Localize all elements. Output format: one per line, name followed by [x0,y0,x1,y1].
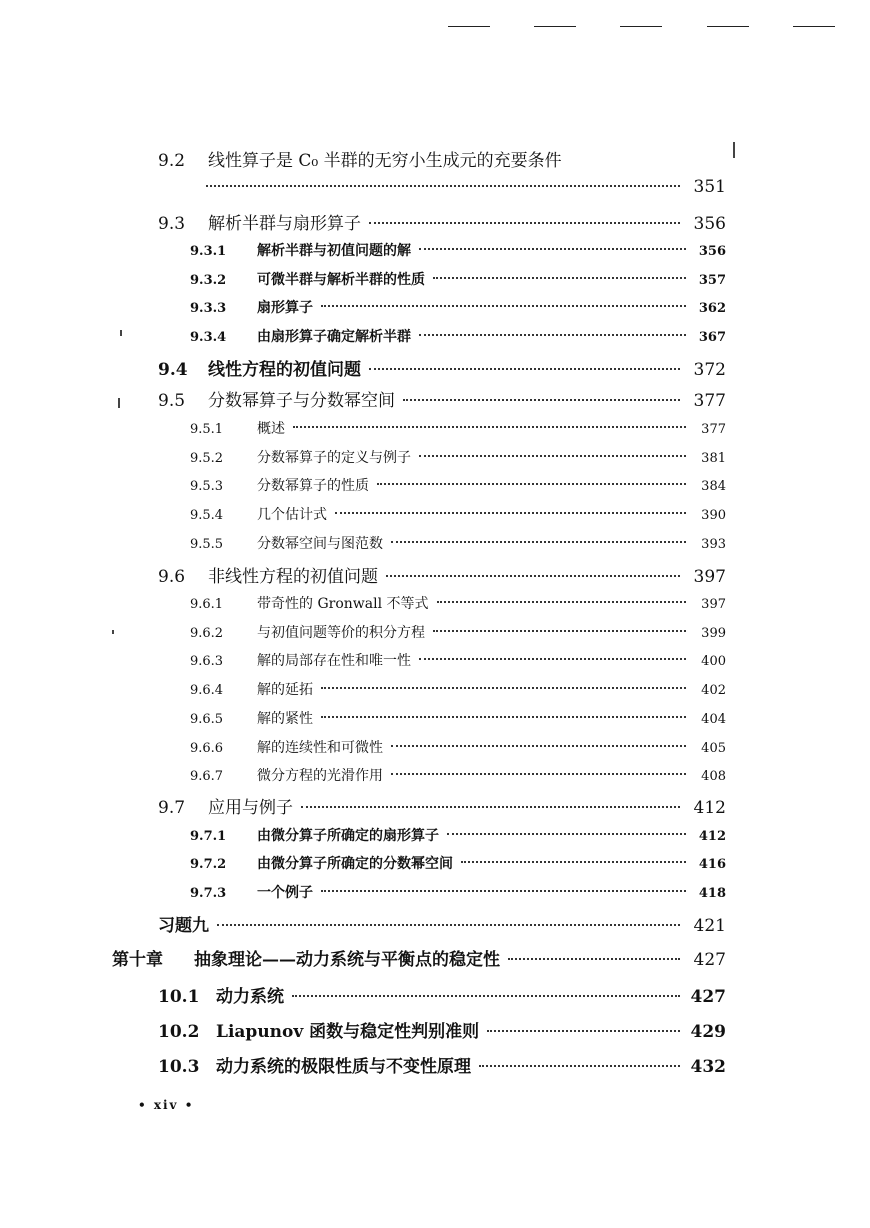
entry-page: 377 [693,391,726,411]
toc-entry-continuation[interactable] [206,177,726,197]
toc-entry[interactable] [190,708,726,728]
entry-title: 概述 [257,421,285,437]
toc-entry[interactable] [190,475,726,495]
dot-leader [437,601,686,603]
entry-number: 9.3.1 [190,244,227,259]
toc-entry[interactable] [190,297,726,317]
entry-number: 9.3.4 [190,330,227,345]
dot-leader [479,1065,680,1067]
dot-leader [377,483,686,485]
entry-title: 解的局部存在性和唯一性 [257,653,411,669]
dot-leader [292,995,680,997]
entry-page: 429 [690,1022,726,1042]
dot-leader [321,890,686,892]
entry-title: 一个例子 [257,885,313,901]
entry-page: 384 [701,479,726,494]
dot-leader [419,334,686,336]
entry-page: 402 [701,683,726,698]
entry-title: 几个估计式 [257,507,327,523]
entry-number: 9.2 [158,151,186,171]
dot-leader [433,630,686,632]
toc-entry[interactable] [190,593,726,613]
entry-title: 与初值问题等价的积分方程 [257,625,425,641]
entry-title: Liapunov 函数与稳定性判别准则 [216,1022,480,1042]
entry-number: 9.5 [158,391,186,411]
toc-entry[interactable] [158,355,726,380]
toc-entry[interactable] [158,386,726,411]
toc-entry[interactable] [158,562,726,587]
toc-entry[interactable] [190,418,726,438]
entry-title: 解析半群与扇形算子 [208,214,361,234]
entry-number: 10.3 [158,1057,200,1077]
entry-number: 9.6 [158,567,186,587]
entry-number: 10.1 [158,987,200,1007]
dot-leader [206,185,680,187]
entry-page: 408 [701,769,726,784]
entry-title: 非线性方程的初值问题 [208,567,378,587]
entry-number: 9.6.1 [190,597,224,612]
toc-entry[interactable] [190,326,726,346]
page-number-marker: • xiv • [138,1098,195,1112]
dot-leader [391,773,686,775]
entry-title: 微分方程的光滑作用 [257,768,383,784]
entry-number: 9.5.2 [190,451,224,466]
dot-leader [369,368,680,370]
toc-entry[interactable] [190,269,726,289]
entry-title: 线性方程的初值问题 [208,360,361,380]
top-rule [534,26,576,27]
entry-page: 362 [698,301,726,316]
dot-leader [335,512,686,514]
top-rule [793,26,835,27]
scan-speck [120,330,122,336]
entry-number: 9.5.3 [190,479,224,494]
entry-title: 扇形算子 [257,300,313,316]
entry-number: 9.6.5 [190,712,224,727]
chapter-number: 第十章 [112,950,163,970]
dot-leader [487,1030,680,1032]
toc-entry[interactable] [158,1017,726,1042]
entry-title: 可微半群与解析半群的性质 [257,272,425,288]
entry-page: 393 [701,537,726,552]
entry-number: 9.6.2 [190,626,224,641]
toc-entry[interactable] [190,240,726,260]
entry-page: 412 [693,798,726,818]
entry-number: 9.7.2 [190,857,227,872]
entry-title: 带奇性的 Gronwall 不等式 [257,596,429,612]
entry-title: 应用与例子 [208,798,293,818]
entry-page: 427 [693,950,726,970]
top-rule [448,26,490,27]
entry-page: 367 [698,330,726,345]
entry-page: 397 [701,597,726,612]
toc-entry[interactable] [190,679,726,699]
entry-number: 9.3.3 [190,301,227,316]
toc-entry[interactable] [158,911,726,936]
dot-leader [321,305,686,307]
entry-title: 分数幂空间与图范数 [257,536,383,552]
entry-title: 分数幂算子的定义与例子 [257,450,411,466]
entry-number: 9.3 [158,214,186,234]
entry-page: 356 [698,244,726,259]
entry-page: 390 [701,508,726,523]
scan-speck [118,398,120,408]
dot-leader [419,455,686,457]
entry-page: 397 [693,567,726,587]
dot-leader [419,248,686,250]
toc-entry[interactable] [190,737,726,757]
entry-number: 9.6.7 [190,769,224,784]
chapter-title: 抽象理论——动力系统与平衡点的稳定性 [194,950,500,970]
entry-page: 356 [693,214,726,234]
dot-leader [447,833,686,835]
entry-page: 404 [701,712,726,727]
toc-entry[interactable] [158,982,726,1007]
dot-leader [217,924,680,926]
entry-page: 400 [701,654,726,669]
entry-title: 分数幂算子的性质 [257,478,369,494]
entry-page: 427 [690,987,726,1007]
toc-entry[interactable] [158,209,726,234]
entry-page: 381 [701,451,726,466]
entry-number: 9.7 [158,798,186,818]
entry-title: 解的延拓 [257,682,313,698]
toc-entry[interactable] [190,533,726,553]
entry-title: 线性算子是 C₀ 半群的无穷小生成元的充要条件 [208,151,562,171]
toc-entry[interactable] [190,853,726,873]
entry-page: 412 [698,829,726,844]
dot-leader [403,399,680,401]
dot-leader [293,426,686,428]
entry-number: 9.5.1 [190,422,224,437]
entry-page: 357 [698,273,726,288]
toc-entry[interactable] [190,650,726,670]
toc-entry[interactable] [190,825,726,845]
dot-leader [508,958,680,960]
entry-page: 372 [693,360,726,380]
entry-number: 9.6.4 [190,683,224,698]
toc-entry[interactable] [190,765,726,785]
entry-page: 416 [698,857,726,872]
entry-number: 9.5.4 [190,508,224,523]
toc-entry[interactable] [190,504,726,524]
entry-title: 分数幂算子与分数幂空间 [208,391,395,411]
dot-leader [321,687,686,689]
entry-page: 377 [701,422,726,437]
dot-leader [369,222,680,224]
toc-entry[interactable] [190,882,726,902]
entry-title: 解的紧性 [257,711,313,727]
toc-entry[interactable] [190,622,726,642]
entry-number: 9.3.2 [190,273,227,288]
dot-leader [391,745,686,747]
toc-chapter-entry[interactable] [112,945,726,970]
entry-page: 418 [698,886,726,901]
entry-number: 9.6.3 [190,654,224,669]
entry-page: 405 [701,741,726,756]
entry-number: 9.7.3 [190,886,227,901]
entry-page: 432 [690,1057,726,1077]
entry-number: 9.6.6 [190,741,224,756]
entry-number: 9.7.1 [190,829,227,844]
toc-entry[interactable] [158,793,726,818]
entry-title: 动力系统 [216,987,284,1007]
entry-title: 解的连续性和可微性 [257,740,383,756]
top-rule [707,26,749,27]
dot-leader [391,541,686,543]
toc-entry[interactable] [158,1052,726,1077]
entry-title: 由微分算子所确定的扇形算子 [257,828,439,844]
entry-page: 351 [693,177,726,197]
entry-title: 由扇形算子确定解析半群 [257,329,411,345]
entry-number: 10.2 [158,1022,200,1042]
top-rule [620,26,662,27]
entry-title: 动力系统的极限性质与不变性原理 [216,1057,471,1077]
toc-entry[interactable] [158,146,726,171]
entry-title: 解析半群与初值问题的解 [257,243,411,259]
dot-leader [461,861,686,863]
dot-leader [301,806,680,808]
dot-leader [386,575,680,577]
scan-speck [733,142,735,158]
dot-leader [433,277,686,279]
entry-number: 9.4 [158,360,188,380]
toc-entry[interactable] [190,447,726,467]
entry-page: 421 [693,916,726,936]
entry-number: 9.5.5 [190,537,224,552]
dot-leader [321,716,686,718]
entry-title: 由微分算子所确定的分数幂空间 [257,856,453,872]
entry-title: 习题九 [158,916,209,936]
entry-page: 399 [701,626,726,641]
scan-speck [112,630,114,634]
dot-leader [419,658,686,660]
